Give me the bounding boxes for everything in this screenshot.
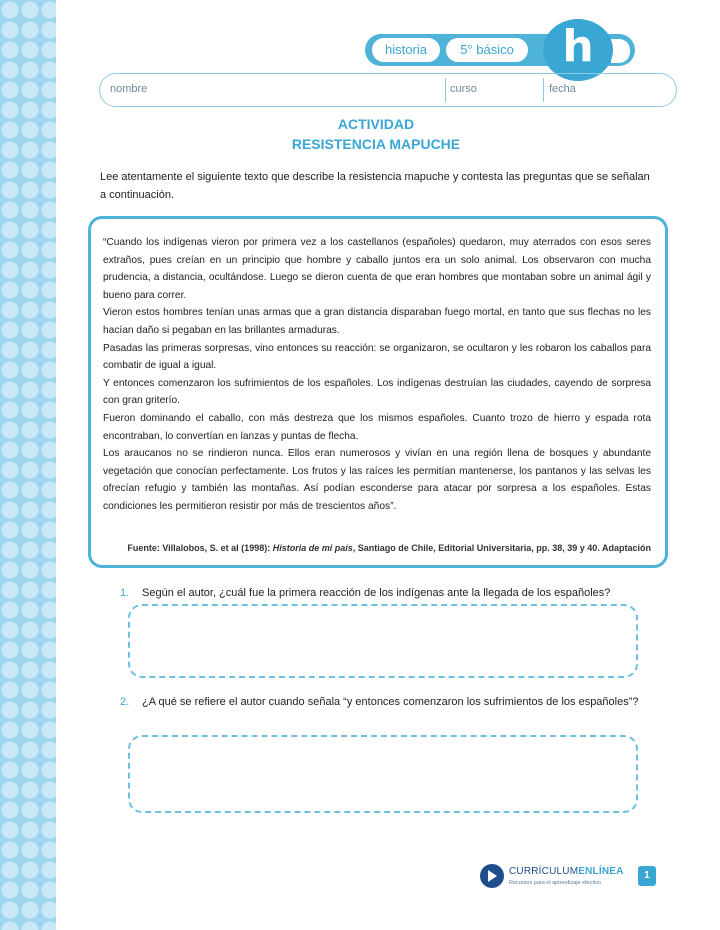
reading-paragraph: Fueron dominando el caballo, con más destreza que los mismos españoles. Cuanto trozo de hierro y espada rota encontraban, lo convertían en lanzas y puntas de flecha. (103, 412, 651, 442)
reading-paragraph: “Cuando los indígenas vieron por primera vez a los castellanos (españoles) quedaron, muy aterrados con esos seres extraños, pues creían en un principio que hombre y caballo juntos era un solo animal. Los observaron con mucha prudencia, a distancia, ocultándose. Luego se dieron cuenta de que eran hombres que montaban sobre un animal ágil y bueno para correr. (103, 237, 651, 301)
question-number: 2. (120, 696, 130, 708)
divider (543, 78, 544, 102)
instructions-text: Lee atentamente el siguiente texto que describe la resistencia mapuche y contesta las preguntas que se señalan a continuación. (100, 171, 650, 201)
question-2 (120, 693, 650, 711)
activity-heading: ACTIVIDAD (337, 116, 415, 132)
brand-name-part2: ENLÍNEA (578, 866, 624, 877)
page-number: 1 (638, 866, 656, 886)
reading-paragraph: Vieron estos hombres tenían unas armas que a gran distancia disparaban fuego mortal, en tanto que sus flechas no les hacían daño si pegaban en las brillantes armaduras. (103, 307, 651, 336)
source-book-title: Historia de mi país (272, 543, 353, 553)
page-title: RESISTENCIA MAPUCHE (291, 136, 461, 152)
brand-name-part1: CURRÍCULUM (509, 866, 579, 877)
reading-paragraph: Los araucanos no se rindieron nunca. Ellos eran numerosos y vivían en una región llena de bosques y abundante vegetación que conocían perfectamente. Los frutos y las raíces les permitían mantenerse, los pantanos y las selvas les ofrecían refugio y también las montañas. Así podían esconderse para atacar por sorpresa a los españoles. Estas condiciones les permitieron resistir por más de trescientos años”. (103, 448, 651, 512)
answer-box-2[interactable] (128, 735, 638, 813)
subject-badge: historia (372, 38, 440, 62)
brand-tagline: Recursos para el aprendizaje efectivo (509, 880, 602, 886)
name-field-label: nombre (110, 83, 148, 95)
reading-text-box (88, 216, 668, 568)
divider (445, 78, 446, 102)
answer-box-1[interactable] (128, 604, 638, 678)
decorative-side-strip (0, 0, 62, 930)
question-1 (120, 584, 650, 602)
source-prefix: Fuente: Villalobos, S. et al (1998): (127, 543, 273, 553)
question-text: Según el autor, ¿cuál fue la primera reacción de los indígenas ante la llegada de los españoles? (142, 587, 611, 599)
brand-name (509, 866, 624, 877)
date-field-label: fecha (549, 83, 576, 95)
question-number: 1. (120, 587, 130, 599)
student-info-row (99, 73, 677, 107)
reading-paragraph: Y entonces comenzaron los sufrimientos de los españoles. Los indígenas destruían las ciudades, cayendo de sorpresa con gran griterío. (103, 377, 651, 407)
source-suffix: , Santiago de Chile, Editorial Universitaria, pp. 38, 39 y 40. Adaptación (352, 543, 651, 553)
grade-badge: 5° básico (446, 38, 528, 62)
subject-logo: h (543, 19, 613, 81)
source-citation (91, 543, 651, 553)
play-icon (480, 864, 504, 888)
course-field-label: curso (450, 83, 477, 95)
question-text: ¿A qué se refiere el autor cuando señala “y entonces comenzaron los sufrimientos de los españoles”? (142, 696, 639, 708)
reading-paragraph: Pasadas las primeras sorpresas, vino entonces su reacción: se organizaron, se ocultaron y les robaron los caballos para combatir de igual a igual. (103, 342, 651, 372)
